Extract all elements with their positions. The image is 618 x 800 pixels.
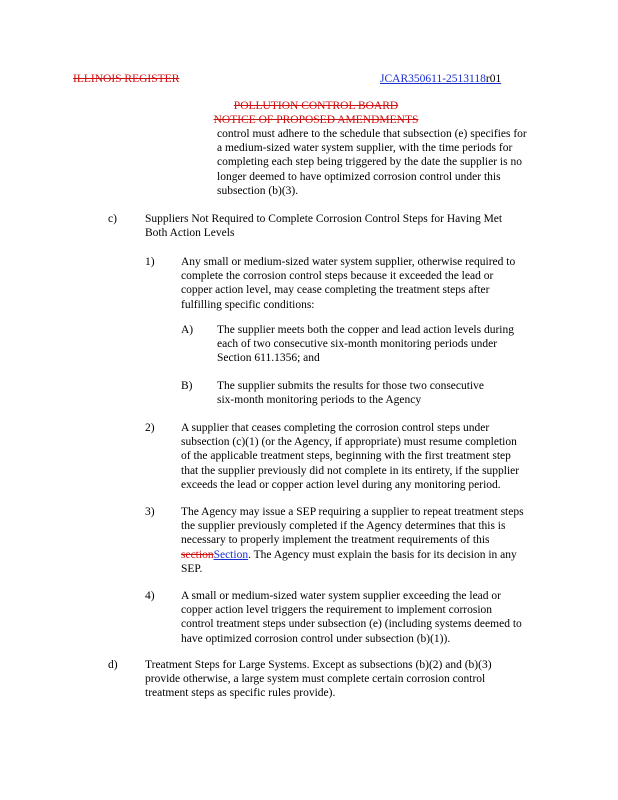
sub-a-text bbox=[217, 323, 617, 366]
text-line: treatment steps as specific rules provide). bbox=[145, 687, 336, 700]
sub-b-marker: B) bbox=[181, 380, 193, 392]
text-line: Any small or medium-sized water system supplier, otherwise required to bbox=[181, 256, 516, 268]
item-1-text bbox=[181, 255, 581, 312]
item-2-marker: 2) bbox=[145, 422, 155, 434]
text-line: each of two consecutive six-month monitoring periods under bbox=[217, 338, 498, 351]
text-line: longer deemed to have optimized corrosion control under this bbox=[217, 170, 501, 183]
intro-paragraph bbox=[217, 127, 617, 198]
item-3-text bbox=[181, 505, 581, 576]
text-fragment: . The Agency must explain the basis for its decision in any bbox=[248, 548, 517, 561]
text-line: Treatment Steps for Large Systems. Except as subsections (b)(2) and (b)(3) bbox=[145, 659, 492, 671]
text-line: The Agency may issue a SEP requiring a supplier to repeat treatment steps bbox=[181, 506, 524, 518]
jcar-code-text: JCAR350611-2513118 bbox=[380, 73, 486, 85]
text-line: Section 611.1356; and bbox=[217, 352, 320, 365]
text-line: fulfilling specific conditions: bbox=[181, 298, 315, 311]
text-line: copper action level, may cease completing the treatment steps after bbox=[181, 284, 490, 297]
text-line: A small or medium-sized water system supplier exceeding the lead or bbox=[181, 590, 501, 602]
text-line: of the applicable treatment steps, beginning with the first treatment step bbox=[181, 450, 511, 463]
text-line: Suppliers Not Required to Complete Corrosion Control Steps for Having Met bbox=[145, 213, 503, 225]
text-line: the supplier previously completed if the Agency determines that this is bbox=[181, 520, 506, 533]
item-4-text bbox=[181, 589, 581, 646]
sub-a-marker: A) bbox=[181, 324, 194, 336]
item-4-marker: 4) bbox=[145, 590, 155, 602]
board-name: POLLUTION CONTROL BOARD bbox=[233, 100, 399, 112]
section-d-text bbox=[145, 658, 585, 701]
text-line: subsection (c)(1) (or the Agency, if appropriate) must resume completion bbox=[181, 436, 517, 449]
text-line: that the supplier previously did not complete in its entirety, if the supplier bbox=[181, 464, 520, 477]
text-line: control must adhere to the schedule that subsection (e) specifies for bbox=[217, 128, 527, 140]
jcar-code[interactable] bbox=[380, 72, 501, 86]
text-line: complete the corrosion control steps because it exceeded the lead or bbox=[181, 270, 494, 283]
text-line: a medium-sized water system supplier, with the time periods for bbox=[217, 142, 513, 155]
section-c-heading bbox=[145, 212, 585, 240]
text-line: The supplier meets both the copper and lead action levels during bbox=[217, 324, 514, 336]
section-d-marker: d) bbox=[108, 659, 118, 671]
item-3-marker: 3) bbox=[145, 506, 155, 518]
text-line: completing each step being triggered by the date the supplier is no bbox=[217, 156, 522, 169]
text-line: copper action level triggers the requirement to implement corrosion bbox=[181, 604, 493, 617]
inserted-text: Section bbox=[213, 548, 249, 561]
text-line: provide otherwise, a large system must complete certain corrosion control bbox=[145, 673, 486, 686]
text-line: six-month monitoring periods to the Agency bbox=[217, 394, 422, 407]
item-1-marker: 1) bbox=[145, 256, 155, 268]
item-2-text bbox=[181, 421, 581, 492]
deleted-text: section bbox=[181, 548, 214, 561]
section-c-marker: c) bbox=[108, 213, 117, 225]
text-line: The supplier submits the results for those two consecutive bbox=[217, 380, 485, 392]
register-title: ILLINOIS REGISTER bbox=[73, 73, 180, 85]
text-line: SEP. bbox=[181, 562, 203, 575]
text-line: Both Action Levels bbox=[145, 227, 235, 240]
text-line: control treatment steps under subsection (e) (including systems deemed to bbox=[181, 618, 522, 631]
text-line: subsection (b)(3). bbox=[217, 184, 299, 197]
text-line: necessary to properly implement the treatment requirements of this bbox=[181, 534, 490, 547]
sub-b-text bbox=[217, 379, 617, 407]
text-line: A supplier that ceases completing the corrosion control steps under bbox=[181, 422, 490, 434]
jcar-code-suffix: r01 bbox=[485, 73, 502, 85]
notice-title: NOTICE OF PROPOSED AMENDMENTS bbox=[213, 114, 419, 126]
text-line: exceeds the lead or copper action level during any monitoring period. bbox=[181, 478, 501, 491]
text-line-amended bbox=[181, 548, 581, 562]
text-line: have optimized corrosion control under subsection (b)(1)). bbox=[181, 632, 451, 645]
